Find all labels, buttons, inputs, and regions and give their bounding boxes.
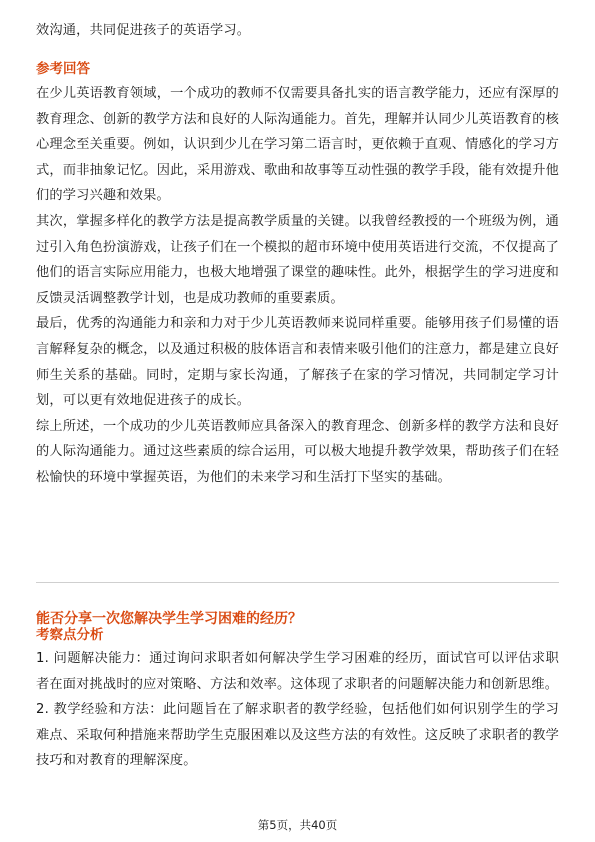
reference-body (36, 81, 559, 491)
section-divider (36, 582, 559, 583)
analysis-point: 2. 教学经验和方法：此问题旨在了解求职者的教学经验，包括他们如何识别学生的学习难点、采取何种措施来帮助学生克服困难以及这些方法的有效性。这反映了求职者的教学技巧和对教育的理解深度。 (36, 702, 559, 769)
reference-paragraph: 最后，优秀的沟通能力和亲和力对于少儿英语教师来说同样重要。能够用孩子们易懂的语言解释复杂的概念，以及通过积极的肢体语言和表情来吸引他们的注意力，都是建立良好师生关系的基础。同时，定期与家长沟通，了解孩子在家的学习情况，共同制定学习计划，可以更有效地促进孩子的成长。 (36, 316, 559, 409)
reference-paragraph: 其次，掌握多样化的教学方法是提高教学质量的关键。以我曾经教授的一个班级为例，通过引入角色扮演游戏，让孩子们在一个模拟的超市环境中使用英语进行交流，不仅提高了他们的语言实际应用能力，也极大地增强了课堂的趣味性。此外，根据学生的学习进度和反馈灵活调整教学计划，也是成功教师的重要素质。 (36, 213, 559, 306)
analysis-body (36, 646, 559, 774)
lead-text: 效沟通，共同促进孩子的英语学习。 (36, 23, 251, 38)
reference-heading: 参考回答 (36, 61, 90, 77)
reference-paragraph: 在少儿英语教育领域，一个成功的教师不仅需要具备扎实的语言教学能力，还应有深厚的教育理念、创新的教学方法和良好的人际沟通能力。首先，理解并认同少儿英语教育的核心理念至关重要。例如，认识到少儿在学习第二语言时，更依赖于直观、情感化的学习方式，而非抽象记忆。因此，采用游戏、歌曲和故事等互动性强的教学手段，能有效提升他们的学习兴趣和效果。 (36, 86, 559, 204)
page-number: 第5页，共40页 (257, 818, 338, 832)
analysis-point: 1. 问题解决能力：通过询问求职者如何解决学生学习困难的经历，面试官可以评估求职者在面对挑战时的应对策略、方法和效率。这体现了求职者的问题解决能力和创新思维。 (36, 651, 559, 692)
analysis-heading: 考察点分析 (36, 627, 104, 643)
question-title: 能否分享一次您解决学生学习困难的经历？ (36, 611, 302, 627)
reference-paragraph: 综上所述，一个成功的少儿英语教师应具备深入的教育理念、创新多样的教学方法和良好的人际沟通能力。通过这些素质的综合运用，可以极大地提升教学效果，帮助孩子们在轻松愉快的环境中掌握英语，为他们的未来学习和生活打下坚实的基础。 (36, 418, 559, 485)
